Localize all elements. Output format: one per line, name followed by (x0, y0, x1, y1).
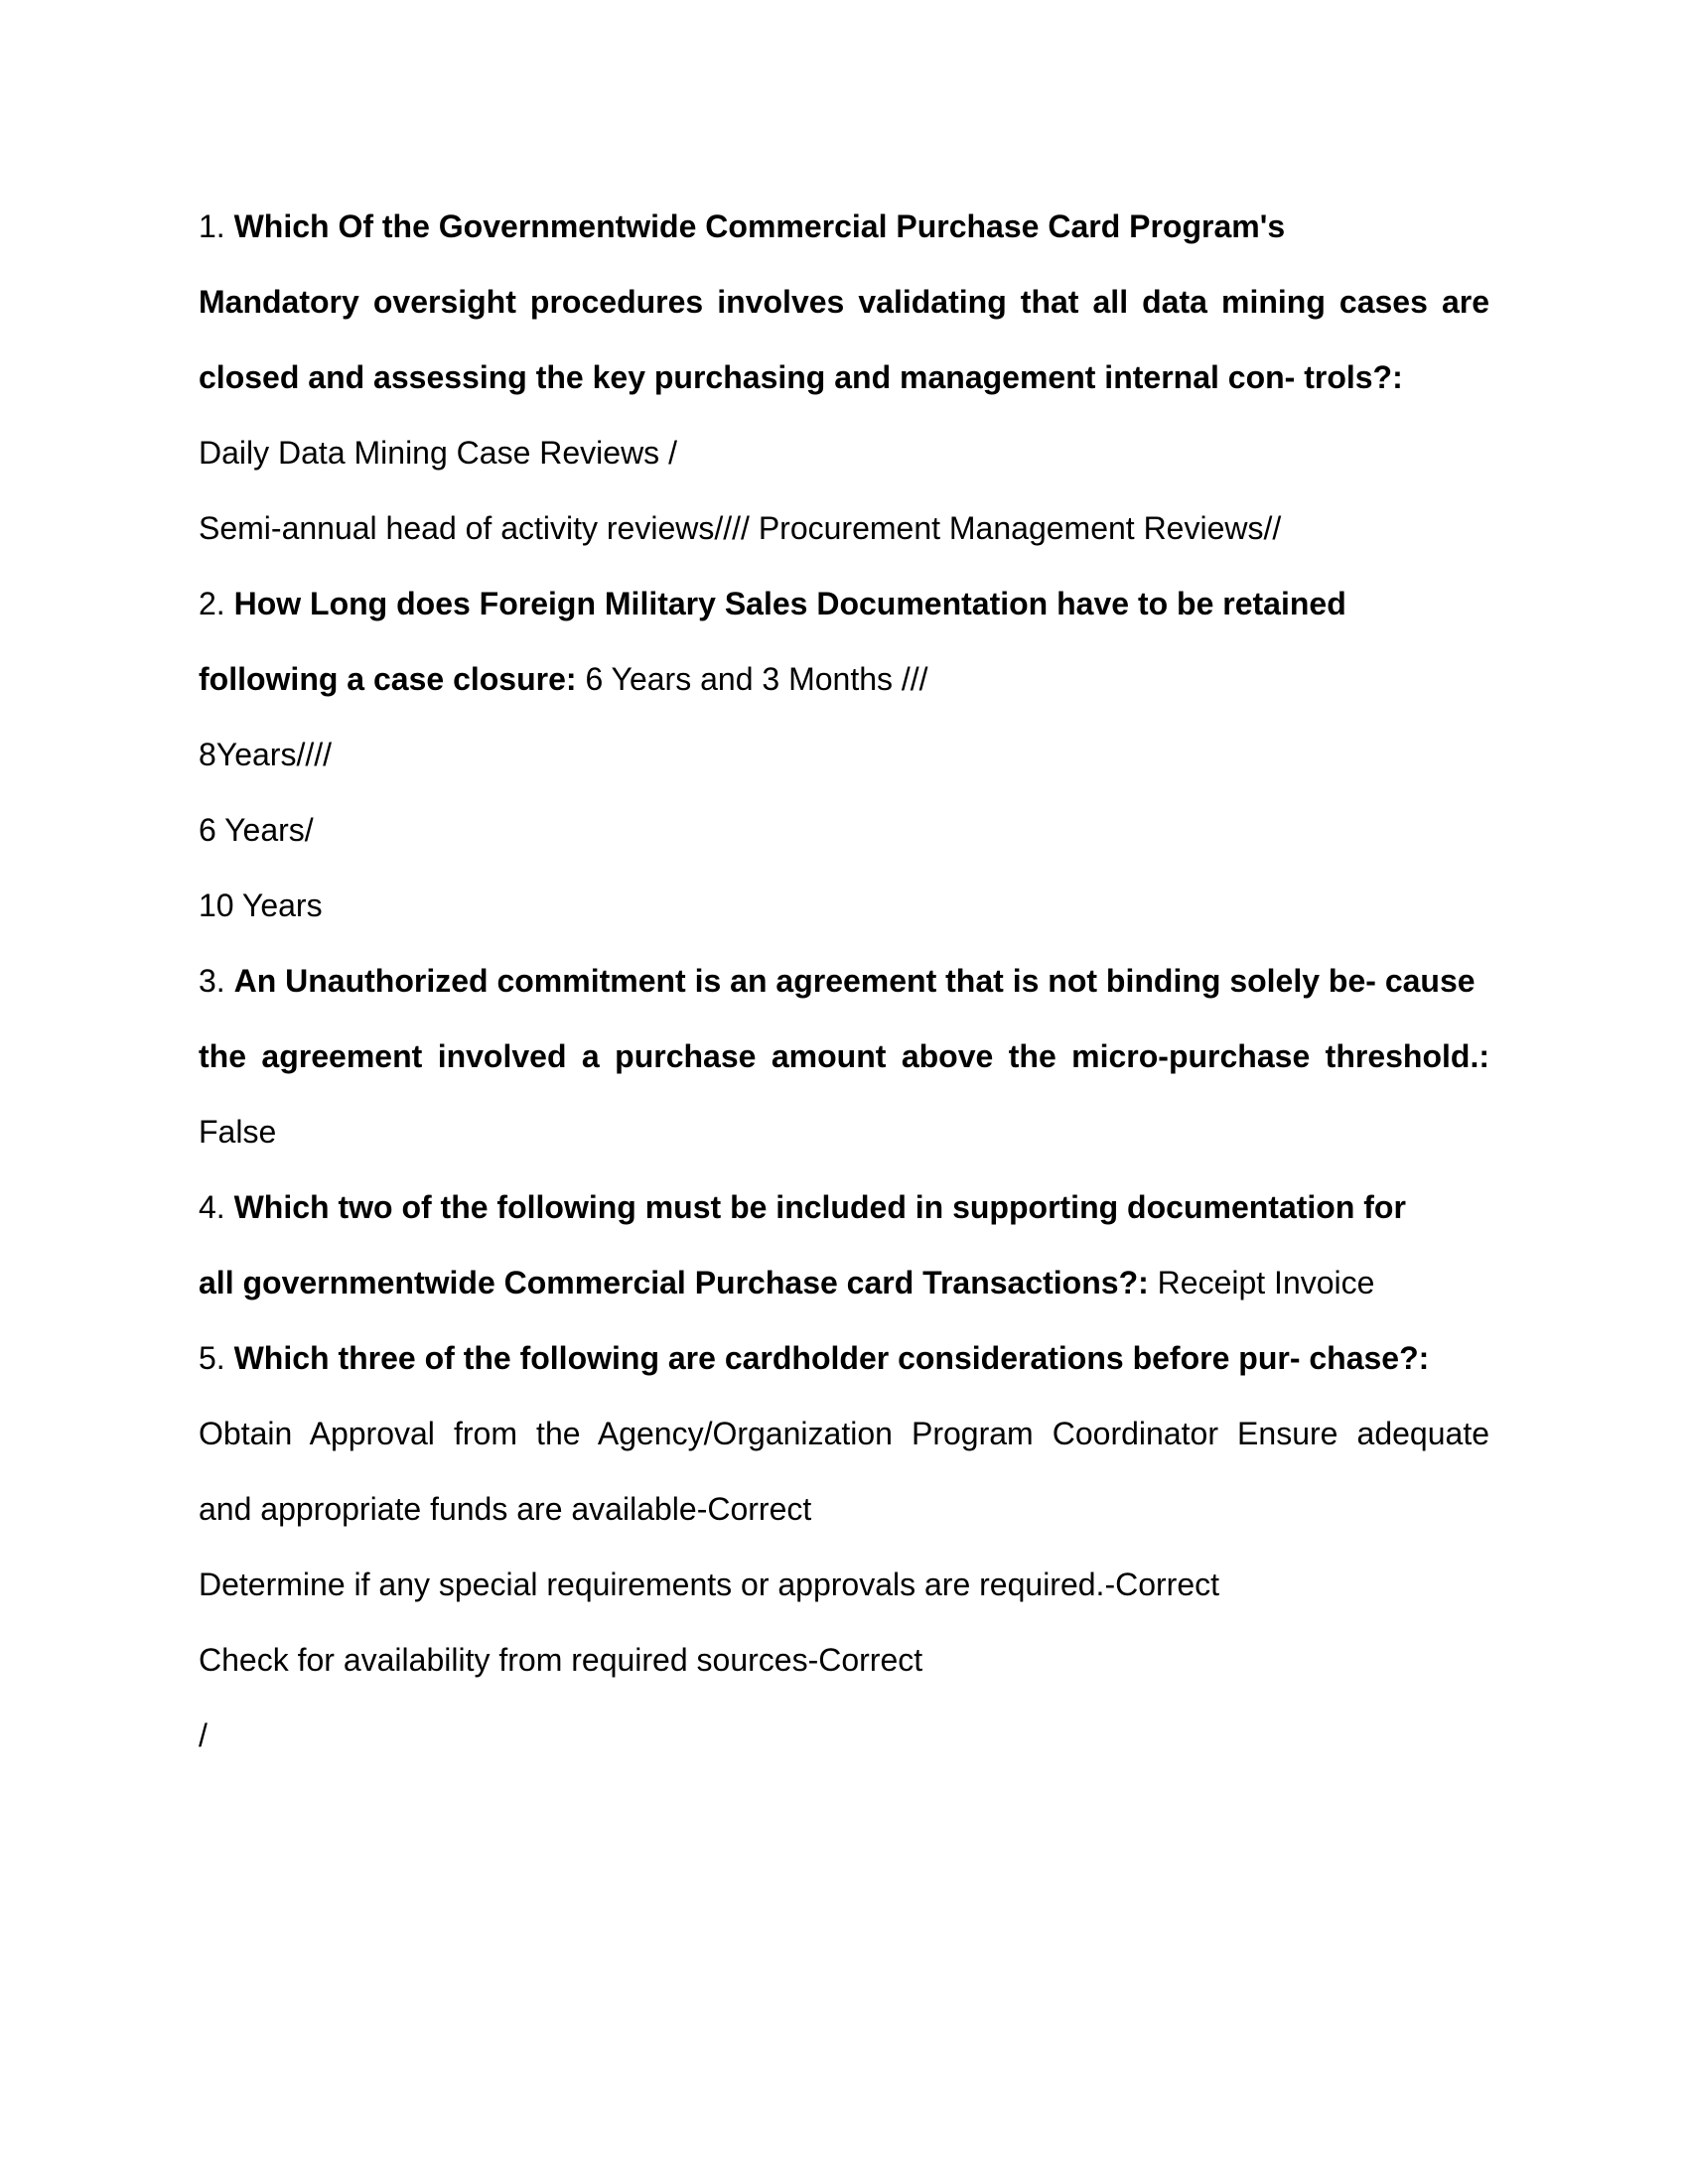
answer-text: / (199, 1717, 208, 1753)
question-line (199, 189, 1489, 264)
question-text: How Long does Foreign Military Sales Documentation have to be retained (233, 586, 1346, 621)
question-5 (199, 1320, 1489, 1773)
answer-text: Determine if any special requirements or approvals are required.-Correct (199, 1567, 1219, 1602)
answer-text: 6 Years and 3 Months /// (585, 661, 928, 697)
question-line (199, 566, 1489, 641)
question-text: Which Of the Governmentwide Commercial Purchase Card Program's (233, 208, 1286, 244)
question-text: Mandatory oversight procedures involves validating that all data mining cases are (199, 284, 1489, 320)
question-4 (199, 1169, 1489, 1320)
answer-text: Obtain Approval from the Agency/Organization Program Coordinator Ensure adequate (199, 1416, 1489, 1451)
question-number: 2. (199, 586, 225, 621)
question-number: 5. (199, 1340, 225, 1376)
question-text: all governmentwide Commercial Purchase card Transactions?: (199, 1265, 1149, 1300)
question-line (199, 1245, 1489, 1320)
answer-text: Receipt Invoice (1157, 1265, 1375, 1300)
question-text: Which two of the following must be included in supporting documentation for (233, 1189, 1406, 1225)
question-text: the agreement involved a purchase amount above the micro-purchase threshold.: (199, 1038, 1489, 1074)
question-line (199, 943, 1489, 1019)
question-2 (199, 566, 1489, 943)
question-1 (199, 189, 1489, 566)
answer-text: 10 Years (199, 887, 323, 923)
answer-text: Check for availability from required sources-Correct (199, 1642, 923, 1678)
answer-text: False (199, 1114, 277, 1150)
question-text: closed and assessing the key purchasing and management internal con- trols?: (199, 359, 1403, 395)
question-line (199, 1320, 1489, 1396)
question-text: Which three of the following are cardholder considerations before pur- chase?: (233, 1340, 1430, 1376)
question-number: 1. (199, 208, 225, 244)
answer-text: 6 Years/ (199, 812, 314, 848)
answer-text: Semi-annual head of activity reviews//// Procurement Management Reviews// (199, 510, 1282, 546)
question-line (199, 1169, 1489, 1245)
question-text: following a case closure: (199, 661, 577, 697)
question-line (199, 641, 1489, 717)
answer-text: and appropriate funds are available-Correct (199, 1491, 812, 1527)
answer-text: Daily Data Mining Case Reviews / (199, 435, 677, 471)
question-3 (199, 943, 1489, 1169)
document-page (199, 189, 1489, 1773)
question-number: 4. (199, 1189, 225, 1225)
question-text: An Unauthorized commitment is an agreement that is not binding solely be- cause (233, 963, 1476, 999)
answer-text: 8Years//// (199, 737, 333, 772)
question-number: 3. (199, 963, 225, 999)
